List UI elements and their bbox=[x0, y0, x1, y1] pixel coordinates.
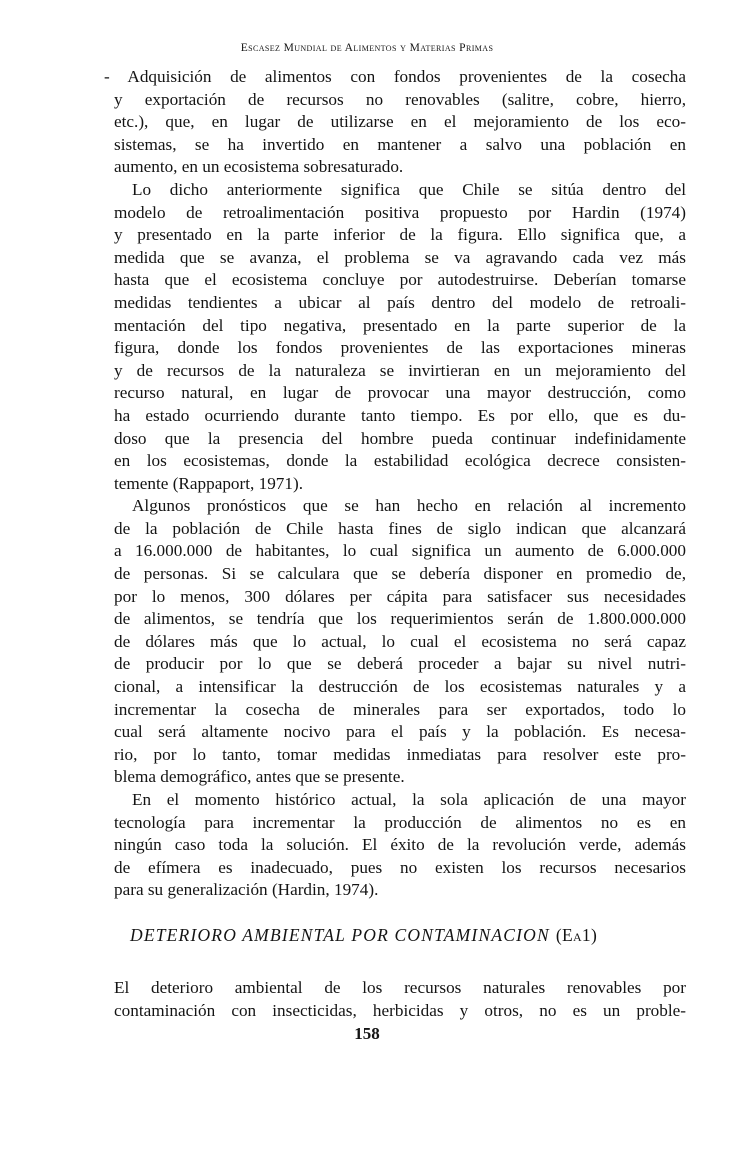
body-text bbox=[104, 66, 686, 902]
text-line: aumento, en un ecosistema sobresaturado. bbox=[114, 157, 404, 177]
text-line: de alimentos, se tendría que los requerimientos serán de 1.800.000.000 bbox=[114, 609, 686, 629]
text-line: en los ecosistemas, donde la estabilidad ecológica decrece consisten- bbox=[114, 451, 686, 471]
text-line: rio, por lo tanto, tomar medidas inmediatas para resolver este pro- bbox=[114, 744, 686, 764]
page-number: 158 bbox=[354, 1024, 380, 1043]
text-line: blema demográfico, antes que se presente. bbox=[114, 767, 405, 787]
section-heading bbox=[130, 925, 690, 946]
text-line: sistemas, se ha invertido en mantener a salvo una población en bbox=[114, 134, 686, 154]
text-line: de personas. Si se calculara que se debería disponer en promedio de, bbox=[114, 564, 686, 584]
text-line: de dólares más que lo actual, lo cual el ecosistema no será capaz bbox=[114, 631, 686, 651]
text-line: En el momento histórico actual, la sola aplicación de una mayor bbox=[132, 790, 686, 809]
paragraph bbox=[114, 977, 686, 1022]
text-line: Lo dicho anteriormente significa que Chile se sitúa dentro del bbox=[132, 179, 686, 199]
text-line: temente (Rappaport, 1971). bbox=[114, 473, 304, 493]
text-line: y presentado en la parte inferior de la figura. Ello significa que, a bbox=[114, 225, 686, 245]
text-line: doso que la presencia del hombre pueda continuar indefinidamente bbox=[114, 428, 686, 448]
text-line: contaminación con insecticidas, herbicidas y otros, no es un proble- bbox=[114, 1000, 686, 1020]
text-line: medidas tendientes a ubicar al país dentro del modelo de retroali- bbox=[114, 292, 686, 312]
text-line: de efímera es inadecuado, pues no existen los recursos necesarios bbox=[114, 857, 686, 877]
text-line: y exportación de recursos no renovables (salitre, cobre, hierro, bbox=[114, 89, 686, 109]
text-line: cional, a intensificar la destrucción de los ecosistemas naturales y a bbox=[114, 677, 686, 697]
paragraph bbox=[114, 179, 686, 495]
text-line: de la población de Chile hasta fines de siglo indican que alcanzará bbox=[114, 518, 686, 538]
section-heading-code: (Ea1) bbox=[555, 925, 598, 945]
text-line: El deterioro ambiental de los recursos naturales renovables por bbox=[114, 978, 686, 998]
text-line: modelo de retroalimentación positiva propuesto por Hardin (1974) bbox=[114, 202, 686, 222]
text-line: cual será altamente nocivo para el país y la población. Es necesa- bbox=[114, 722, 686, 742]
text-line: a 16.000.000 de habitantes, lo cual significa un aumento de 6.000.000 bbox=[114, 541, 686, 561]
text-line: ningún caso toda la solución. El éxito de la revolución verde, además bbox=[114, 835, 686, 855]
text-line: medida que se avanza, el problema se va agravando cada vez más bbox=[114, 247, 686, 267]
text-line: ha estado ocurriendo durante tanto tiempo. Es por ello, que es du- bbox=[114, 405, 686, 425]
running-head: Escasez Mundial de Alimentos y Materias Primas bbox=[240, 42, 494, 54]
text-line: hasta que el ecosistema concluye por autodestruirse. Deberían tomarse bbox=[114, 270, 686, 290]
text-line: Algunos pronósticos que se han hecho en relación al incremento bbox=[132, 496, 686, 516]
bullet-paragraph bbox=[104, 66, 686, 179]
paragraph bbox=[114, 789, 686, 902]
text-line: - Adquisición de alimentos con fondos provenientes de la cosecha bbox=[104, 67, 686, 86]
text-line: etc.), que, en lugar de utilizarse en el mejoramiento de los eco- bbox=[114, 112, 686, 132]
paragraph bbox=[114, 495, 686, 789]
text-line: y de recursos de la naturaleza se invirtieran en un mejoramiento del bbox=[114, 360, 686, 380]
section-heading-title: DETERIORO AMBIENTAL POR CONTAMINACION bbox=[130, 925, 550, 945]
text-line: para su generalización (Hardin, 1974). bbox=[114, 880, 379, 900]
text-line: figura, donde los fondos provenientes de las exportaciones mineras bbox=[114, 338, 686, 358]
text-line: recurso natural, en lugar de provocar una mayor destrucción, como bbox=[114, 383, 686, 403]
text-line: mentación del tipo negativa, presentado en la parte superior de la bbox=[114, 315, 686, 335]
text-line: por lo menos, 300 dólares per cápita para satisfacer sus necesidades bbox=[114, 586, 686, 606]
text-line: tecnología para incrementar la producción de alimentos no es en bbox=[114, 812, 686, 832]
text-line: de producir por lo que se deberá proceder a bajar su nivel nutri- bbox=[114, 654, 686, 674]
text-line: incrementar la cosecha de minerales para ser exportados, todo lo bbox=[114, 699, 686, 719]
